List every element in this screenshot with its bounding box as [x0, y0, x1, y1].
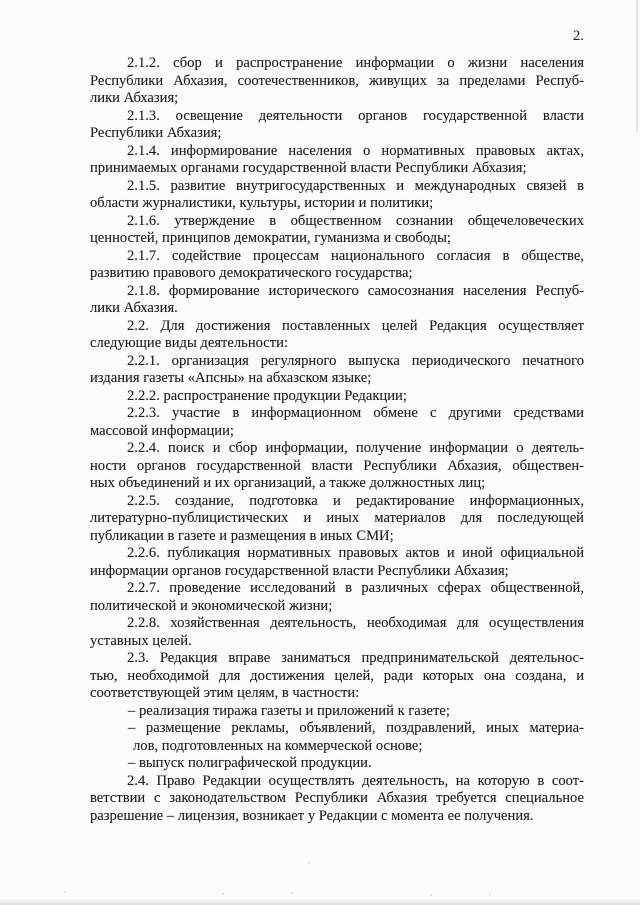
text-line: 2.2.7. проведение исследований в различных сферах общественной, [127, 580, 584, 596]
text-line: 2.4. Право Редакции осуществлять деятельность, на которую в соот- [127, 772, 584, 789]
text-line: публикации в газете и размещения в иных СМИ; [90, 527, 394, 544]
text-line: лов, подготовленных на коммерческой основе; [133, 737, 423, 754]
text-line: соответствующей этим целям, в частности: [90, 685, 360, 701]
paragraph [90, 650, 584, 703]
paragraph [90, 405, 584, 440]
text-line: развитию правового демократического государства; [90, 265, 413, 281]
text-line: Республики Абхазия, соотечественников, живущих за пределами Респуб- [90, 72, 584, 89]
text-line: ценностей, принципов демократии, гуманизма и свободы; [90, 230, 451, 246]
text-line: лики Абхазия. [90, 300, 178, 316]
text-line: Республики Абхазия; [90, 125, 222, 141]
text-line: 2.1.5. развитие внутригосударственных и международных связей в [127, 177, 584, 194]
paragraph [90, 283, 584, 318]
text-line: 2.2.2. распространение продукции Редакции; [127, 387, 407, 404]
paragraph [90, 55, 584, 108]
text-line: области журналистики, культуры, истории и политики; [90, 195, 434, 211]
text-line: массовой информации; [90, 422, 234, 439]
text-line: 2.2.4. поиск и сбор информации, получение информации о деятель- [127, 440, 584, 456]
text-line: издания газеты «Апсны» на абхазском языке; [90, 370, 372, 386]
text-line: ных объединений и их организаций, а также должностных лиц; [90, 475, 486, 491]
paragraph [90, 318, 584, 353]
document-text-block [90, 55, 584, 825]
text-line: 2.2. Для достижения поставленных целей Редакция осуществляет [127, 317, 584, 334]
scan-artifact-bottom-edge [0, 899, 640, 905]
text-line: 2.2.3. участие в информационном обмене с другими средствами [127, 405, 584, 421]
text-line: литературно-публицистических и иных материалов для последующей [90, 510, 584, 526]
text-line: политической и экономической жизни; [90, 597, 333, 614]
paragraph [90, 545, 584, 580]
text-line: тью, необходимой для достижения целей, ради которых она создана, и [90, 667, 584, 684]
paragraph [90, 615, 584, 650]
paragraph [90, 440, 584, 493]
text-line: 2.1.7. содействие процессам национального согласия в обществе, [127, 247, 584, 264]
paragraph [90, 353, 584, 388]
paragraph [90, 703, 584, 721]
paragraph [90, 213, 584, 248]
text-line: принимаемых органами государственной власти Республики Абхазия; [90, 160, 527, 176]
paragraph [90, 248, 584, 283]
text-line: ности органов государственной власти Республики Абхазия, обществен- [90, 457, 584, 474]
text-line: 2.1.2. сбор и распространение информации о жизни населения [127, 55, 584, 71]
paragraph [90, 720, 584, 755]
text-line: информации органов государственной власти Республики Абхазия; [90, 562, 509, 579]
text-line: 2.2.5. создание, подготовка и редактирование информационных, [127, 492, 584, 509]
paragraph [90, 493, 584, 546]
paragraph [90, 755, 584, 773]
text-line: 2.2.1. организация регулярного выпуска периодического печатного [127, 352, 584, 369]
text-line: 2.1.4. информирование населения о нормативных правовых актах, [127, 142, 584, 159]
text-line: разрешение – лицензия, возникает у Редакции с момента ее получения. [90, 807, 534, 824]
text-line: лики Абхазия; [90, 90, 179, 106]
paragraph [90, 108, 584, 143]
paragraph [90, 143, 584, 178]
paragraph [90, 388, 584, 406]
page-number: 2. [572, 28, 584, 44]
text-line: уставных целей. [90, 632, 192, 649]
scan-noise-specks [0, 0, 2, 2]
text-line: 2.2.6. публикация нормативных правовых актов и иной официальной [127, 545, 584, 561]
text-line: 2.1.8. формирование исторического самосознания населения Респуб- [127, 282, 584, 299]
paragraph [90, 580, 584, 615]
text-line: ветствии с законодательством Республики Абхазия требуется специальное [90, 790, 584, 806]
paragraph [90, 773, 584, 826]
text-line: – реализация тиража газеты и приложений к газете; [128, 702, 450, 719]
text-line: 2.2.8. хозяйственная деятельность, необходимая для осуществления [127, 615, 584, 631]
scan-artifact-right-edge [636, 0, 638, 132]
text-line: – выпуск полиграфической продукции. [128, 755, 372, 771]
text-line: следующие виды деятельности: [90, 335, 289, 351]
paragraph [90, 178, 584, 213]
text-line: 2.3. Редакция вправе заниматься предпринимательской деятельнос- [127, 650, 584, 666]
text-line: – размещение рекламы, объявлений, поздравлений, иных материа- [128, 720, 584, 736]
text-line: 2.1.6. утверждение в общественном сознании общечеловеческих [127, 212, 584, 229]
text-line: 2.1.3. освещение деятельности органов государственной власти [127, 107, 584, 124]
